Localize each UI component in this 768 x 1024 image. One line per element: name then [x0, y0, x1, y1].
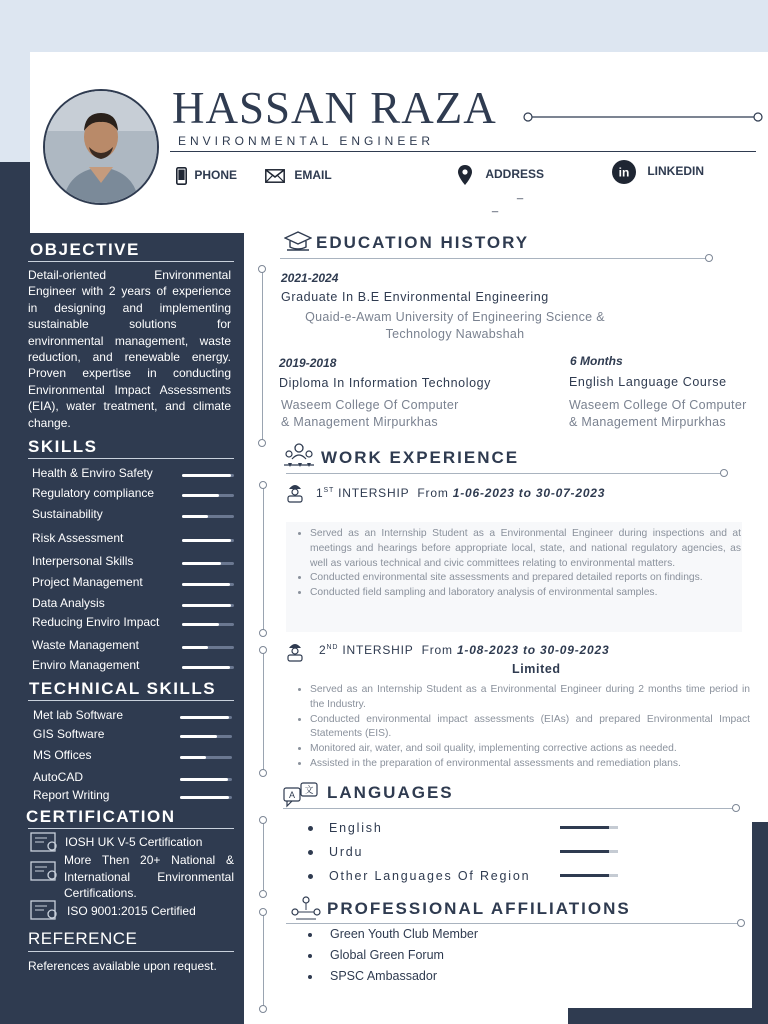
skill-level-fill: [182, 623, 219, 626]
education-degree: Diploma In Information Technology: [279, 376, 492, 390]
skill-label: Interpersonal Skills: [32, 554, 134, 568]
corner-decoration-right: [752, 822, 768, 1024]
timeline-dot: [258, 265, 266, 273]
technical-skill-level-bar: [180, 778, 232, 781]
language-level-bar: [560, 850, 618, 853]
svg-text:A: A: [288, 790, 296, 800]
intern-worker-icon: [285, 640, 305, 662]
language-item: [308, 821, 383, 835]
internship-title: [316, 486, 605, 500]
network-people-icon: [290, 894, 322, 922]
skill-level-fill: [182, 646, 208, 649]
phone-label: PHONE: [194, 168, 238, 183]
work-timeline: [263, 484, 264, 632]
skill-level-bar: [182, 562, 234, 565]
education-timeline: [262, 268, 263, 442]
certification-item: IOSH UK V-5 Certification: [65, 835, 203, 849]
envelope-icon: [265, 169, 285, 183]
timeline-dot: [720, 469, 728, 477]
job-title: ENVIRONMENTAL ENGINEER: [178, 134, 435, 148]
timeline-dot: [259, 629, 267, 637]
technical-skill-level-fill: [180, 756, 206, 759]
address-placeholder-mark: _: [492, 201, 499, 213]
phone-icon: [176, 167, 187, 185]
language-label: Urdu: [329, 845, 364, 859]
timeline-dot: [737, 919, 745, 927]
internship-ordinal: ND: [326, 644, 339, 651]
skill-level-fill: [182, 494, 219, 497]
skill-level-bar: [182, 604, 234, 607]
sidebar-top-block: [0, 162, 30, 234]
education-year: 2021-2024: [281, 271, 339, 285]
skill-level-bar: [182, 646, 234, 649]
skill-label: Regulatory compliance: [32, 486, 155, 500]
technical-skill-level-fill: [180, 735, 217, 738]
professional-affiliations-heading: PROFESSIONAL AFFILIATIONS: [327, 899, 631, 918]
skill-level-fill: [182, 604, 231, 607]
skill-level-bar: [182, 494, 234, 497]
skill-level-bar: [182, 583, 234, 586]
person-avatar-icon: [45, 91, 157, 203]
bullet-item: • Served as an Internship Student as a Environmental Engineer during inspections and at meetings and hearings before appropriate local, state, and national regulatory agencies, as well as various technical and civic committees relating to environmental matters.: [310, 527, 741, 571]
corner-decoration-bottom: [568, 1008, 768, 1024]
bullet-dot: [308, 954, 312, 958]
institution-line: & Management Mirpurkhas: [569, 415, 726, 429]
internship-ordinal: ST: [323, 487, 335, 494]
technical-skills-heading: TECHNICAL SKILLS: [29, 679, 217, 698]
skill-label: Risk Assessment: [32, 531, 124, 545]
address-label: ADDRESS: [485, 167, 545, 182]
skills-heading: SKILLS: [28, 437, 98, 456]
education-heading: EDUCATION HISTORY: [316, 233, 530, 252]
header-left-strip: [0, 52, 30, 162]
address-contact[interactable]: [458, 165, 544, 185]
skill-label: Reducing Enviro Impact: [32, 615, 160, 629]
languages-divider: [283, 808, 735, 809]
timeline-dot: [259, 646, 267, 654]
timeline-dot: [259, 769, 267, 777]
full-name: HASSAN RAZA: [172, 83, 497, 133]
education-year: 6 Months: [570, 354, 623, 368]
header-background: [0, 0, 768, 52]
bullet-dot: [308, 933, 312, 937]
language-item: [308, 845, 363, 859]
email-label: EMAIL: [294, 168, 332, 182]
internship-dates: 1-06-2023 to 30-07-2023: [452, 486, 606, 500]
skill-level-fill: [182, 539, 231, 542]
skill-level-bar: [182, 623, 234, 626]
internship-number: 1: [316, 486, 324, 500]
linkedin-icon: [612, 160, 636, 184]
bullet-item: • Assisted in the preparation of environmental assessments and remediation plans.: [310, 757, 750, 772]
affiliation-label: Green Youth Club Member: [330, 927, 479, 941]
bullet-item: • Conducted environmental impact assessments (EIAs) and prepared Environmental Impact Statements (EIS).: [310, 713, 750, 743]
education-institution: [279, 309, 631, 343]
bullet-item: • Monitored air, water, and soil quality, implementing corrective actions as needed.: [310, 742, 750, 757]
skill-label: Data Analysis: [32, 596, 105, 610]
affiliation-label: Global Green Forum: [330, 948, 444, 962]
technical-skill-level-bar: [180, 796, 232, 799]
education-degree: Graduate In B.E Environmental Engineering: [281, 290, 549, 304]
technical-skill-level-bar: [180, 756, 232, 759]
skill-level-fill: [182, 474, 231, 477]
address-placeholder-mark: _: [517, 188, 524, 200]
bullet-item: • Served as an Internship Student as a Environmental Engineer during 2 months time period in the Industry.: [310, 683, 750, 713]
technical-skill-level-bar: [180, 716, 232, 719]
technical-skill-label: Met lab Software: [33, 708, 124, 722]
education-institution: [281, 397, 511, 431]
institution-line: Quaid-e-Awam University of Engineering Science &: [305, 310, 605, 324]
language-level-fill: [560, 874, 609, 877]
email-contact[interactable]: [265, 167, 332, 183]
institution-line: Waseem College Of Computer: [281, 398, 459, 412]
team-icon: [282, 441, 316, 469]
certification-divider: [28, 828, 234, 829]
certificate-icon: [30, 900, 60, 922]
institution-line: Technology Nawabshah: [385, 327, 525, 341]
technical-skills-divider: [28, 700, 234, 701]
certificate-icon: [30, 861, 60, 883]
certification-heading: CERTIFICATION: [26, 807, 176, 826]
technical-skill-level-fill: [180, 778, 228, 781]
certification-item: ISO 9001:2015 Certified: [67, 904, 196, 918]
language-label: English: [329, 821, 383, 835]
skill-level-fill: [182, 515, 208, 518]
internship-label: INTERSHIP From: [342, 643, 457, 657]
technical-skill-label: GIS Software: [33, 727, 105, 741]
technical-skill-label: AutoCAD: [33, 770, 84, 784]
skill-level-fill: [182, 583, 230, 586]
education-degree: English Language Course: [569, 375, 727, 389]
skill-level-bar: [182, 666, 234, 669]
linkedin-contact[interactable]: [612, 160, 704, 184]
reference-text: References available upon request.: [28, 959, 217, 973]
technical-skill-level-fill: [180, 716, 229, 719]
affiliations-divider: [286, 923, 740, 924]
skill-label: Enviro Management: [32, 658, 140, 672]
internship-dates: 1-08-2023 to 30-09-2023: [456, 643, 610, 657]
certification-item: More Then 20+ National & International Environmental Certifications.: [64, 853, 234, 900]
affiliation-label: SPSC Ambassador: [330, 969, 437, 983]
affiliation-item: [308, 927, 478, 941]
technical-skill-label: Report Writing: [33, 788, 110, 802]
language-level-fill: [560, 826, 609, 829]
objective-text: Detail-oriented Environmental Engineer with 2 years of experience in designing and implementing sustainable solutions for environmental management, waste reduction, and renewable energy. Proven expertise in conducting Environmental Impact Assessments (EIA), water treatment, and climate change.: [28, 268, 231, 430]
timeline-dot: [705, 254, 713, 262]
bullet-dot: [308, 975, 312, 979]
skill-label: Sustainability: [32, 507, 103, 521]
bullet-dot: [308, 826, 313, 831]
graduation-cap-icon: [284, 230, 312, 254]
bullet-dot: [308, 850, 313, 855]
timeline-dot: [258, 439, 266, 447]
work-experience-heading: WORK EXPERIENCE: [321, 448, 520, 467]
skill-level-bar: [182, 515, 234, 518]
svg-text:in: in: [618, 165, 630, 180]
affiliations-timeline: [263, 914, 264, 1010]
technical-skill-label: MS Offices: [33, 748, 92, 762]
affiliation-item: [308, 948, 444, 962]
affiliation-item: [308, 969, 437, 983]
internship-company: Limited: [512, 662, 561, 676]
language-level-bar: [560, 874, 618, 877]
internship-title: [319, 643, 609, 657]
language-item: [308, 869, 530, 883]
timeline-dot: [259, 1005, 267, 1013]
timeline-dot: [259, 890, 267, 898]
timeline-dot: [259, 481, 267, 489]
skill-label: Health & Enviro Safety: [32, 466, 153, 480]
name-connector-line: [520, 110, 766, 124]
reference-divider: [28, 951, 234, 952]
timeline-dot: [259, 908, 267, 916]
skill-label: Waste Management: [32, 638, 139, 652]
reference-heading: REFERENCE: [28, 929, 138, 948]
location-pin-icon: [458, 165, 472, 185]
technical-skill-level-fill: [180, 796, 229, 799]
technical-skill-level-bar: [180, 735, 232, 738]
objective-divider: [28, 261, 234, 262]
timeline-dot: [259, 816, 267, 824]
language-label: Other Languages Of Region: [329, 869, 531, 883]
svg-text:文: 文: [304, 785, 314, 795]
languages-timeline: [263, 820, 264, 894]
skills-divider: [28, 458, 234, 459]
language-translate-icon: [283, 782, 319, 808]
language-level-fill: [560, 850, 609, 853]
linkedin-label: LINKEDIN: [647, 164, 705, 179]
bullet-dot: [308, 874, 313, 879]
institution-line: & Management Mirpurkhas: [281, 415, 438, 429]
language-level-bar: [560, 826, 618, 829]
languages-heading: LANGUAGES: [327, 783, 454, 802]
internship-bullets: [292, 527, 741, 601]
internship-label: INTERSHIP From: [338, 486, 453, 500]
phone-contact[interactable]: [176, 167, 237, 185]
skill-level-fill: [182, 666, 230, 669]
intern-worker-icon: [285, 481, 305, 503]
certificate-icon: [30, 832, 60, 854]
skill-level-bar: [182, 474, 234, 477]
skill-level-bar: [182, 539, 234, 542]
education-institution: [569, 397, 759, 431]
education-divider: [280, 258, 708, 259]
skill-level-fill: [182, 562, 221, 565]
profile-photo: [43, 89, 159, 205]
header-divider: [170, 151, 756, 152]
objective-heading: OBJECTIVE: [30, 240, 140, 259]
education-year: 2019-2018: [279, 356, 337, 370]
bullet-item: • Conducted field sampling and laboratory analysis of environmental samples.: [310, 586, 741, 601]
internship-bullets: [292, 683, 750, 772]
work-experience-divider: [286, 473, 723, 474]
institution-line: Waseem College Of Computer: [569, 398, 747, 412]
timeline-dot: [732, 804, 740, 812]
bullet-item: • Conducted environmental site assessments and prepared detailed reports on findings.: [310, 571, 741, 586]
skill-label: Project Management: [32, 575, 143, 589]
internship-number: 2: [319, 643, 327, 657]
work-timeline: [263, 650, 264, 772]
